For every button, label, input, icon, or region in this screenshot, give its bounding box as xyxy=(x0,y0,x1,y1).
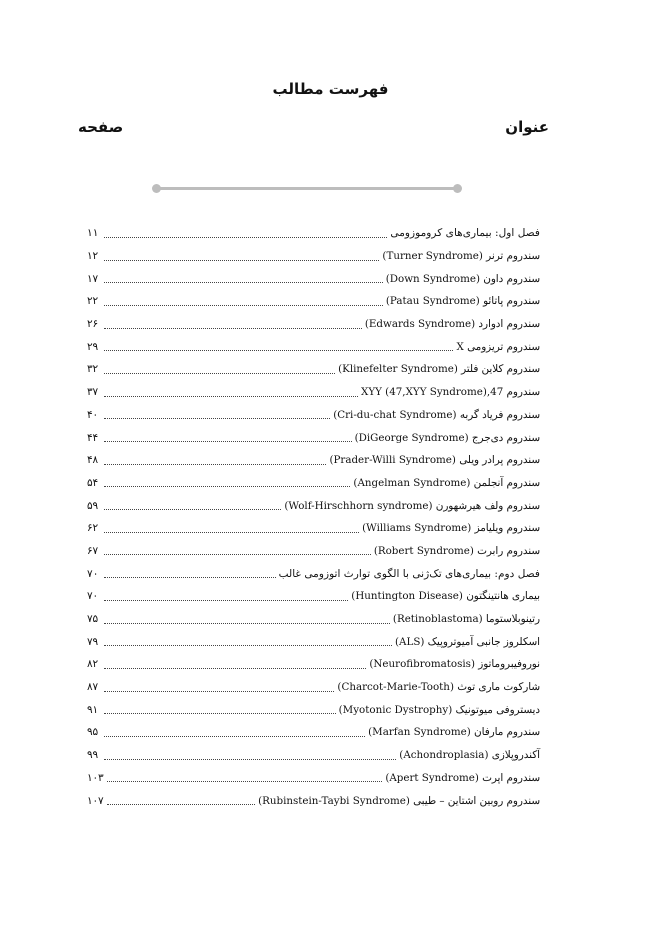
toc-entry-row[interactable] xyxy=(87,472,540,495)
toc-page-number: ۲۹ xyxy=(87,340,99,353)
toc-entry-label: شارکوت ماری توث (Charcot-Marie-Tooth) xyxy=(337,681,540,694)
toc-entry-label: نوروفیبروماتوز (Neurofibromatosis) xyxy=(369,658,540,671)
toc-entry-label: سندروم فریاد گربه (Cri-du-chat Syndrome) xyxy=(333,408,540,421)
toc-entry-row[interactable] xyxy=(87,290,540,313)
toc-entry-row[interactable] xyxy=(87,585,540,608)
toc-entry-row[interactable] xyxy=(87,449,540,472)
dot-leader xyxy=(104,668,366,669)
divider-dot-left xyxy=(152,184,161,193)
toc-entry-row[interactable] xyxy=(87,767,540,790)
toc-entry-label: سندروم کلاین فلتر (Klinefelter Syndrome) xyxy=(338,363,540,376)
toc-entry-label: بیماری هانتینگتون (Huntington Disease) xyxy=(351,590,540,603)
dot-leader xyxy=(104,260,379,261)
toc-page-number: ۷۰ xyxy=(87,567,99,580)
toc-page-number: ۶۲ xyxy=(87,522,99,535)
toc-page-number: ۴۰ xyxy=(87,408,99,421)
toc-entry-label: سندروم ترنر (Turner Syndrome) xyxy=(382,250,540,263)
toc-entry-label: سندروم رابرت (Robert Syndrome) xyxy=(373,544,540,557)
toc-entry-row[interactable] xyxy=(87,358,540,381)
dot-leader xyxy=(104,577,276,578)
decorative-divider xyxy=(156,187,458,190)
toc-entry-label: آکندروپلازی (Achondroplasia) xyxy=(399,749,540,762)
toc-entry-label: سندروم روبین اشتاین – طیبی (Rubinstein-Taybi Syndrome) xyxy=(258,794,540,807)
toc-entry-row[interactable] xyxy=(87,744,540,767)
toc-chapter-row[interactable] xyxy=(87,222,540,245)
toc-page-number: ۹۱ xyxy=(87,703,99,716)
toc-page-number: ۵۹ xyxy=(87,499,99,512)
toc-entry-label: سندروم داون (Down Syndrome) xyxy=(385,272,540,285)
dot-leader xyxy=(104,328,362,329)
dot-leader xyxy=(104,600,348,601)
dot-leader xyxy=(104,464,326,465)
toc-entry-label: فصل اول: بیماری‌های کروموزومی xyxy=(390,227,540,240)
dot-leader xyxy=(104,237,387,238)
toc-entry-row[interactable] xyxy=(87,381,540,404)
dot-leader xyxy=(104,418,330,419)
toc-page-number: ۱۷ xyxy=(87,272,99,285)
toc-entry-label: سندروم ادوارد (Edwards Syndrome) xyxy=(364,318,540,331)
toc-entry-label: سندروم پاتائو (Patau Syndrome) xyxy=(385,295,540,308)
dot-leader xyxy=(104,691,334,692)
toc-page-number: ۳۲ xyxy=(87,363,99,376)
toc-page-number: ۱۰۳ xyxy=(87,771,104,784)
dot-leader xyxy=(104,645,392,646)
dot-leader xyxy=(104,441,352,442)
dot-leader xyxy=(104,486,350,487)
dot-leader xyxy=(104,373,335,374)
dot-leader xyxy=(104,713,336,714)
toc-entry-label: اسکلروز جانبی آمیوتروپیک (ALS) xyxy=(395,635,540,648)
toc-page-number: ۱۲ xyxy=(87,250,99,263)
toc-entry-row[interactable] xyxy=(87,335,540,358)
dot-leader xyxy=(104,759,396,760)
toc-chapter-row[interactable] xyxy=(87,562,540,585)
toc-entry-row[interactable] xyxy=(87,676,540,699)
dot-leader xyxy=(104,396,358,397)
table-of-contents xyxy=(87,222,540,812)
toc-entry-row[interactable] xyxy=(87,540,540,563)
toc-entry-row[interactable] xyxy=(87,494,540,517)
toc-entry-row[interactable] xyxy=(87,517,540,540)
toc-page-number: ۳۷ xyxy=(87,386,99,399)
toc-entry-label: سندروم تریزومی X xyxy=(456,340,540,353)
toc-page-number: ۹۵ xyxy=(87,726,99,739)
dot-leader xyxy=(104,532,359,533)
toc-entry-row[interactable] xyxy=(87,653,540,676)
toc-entry-row[interactable] xyxy=(87,245,540,268)
title-column-header: عنوان xyxy=(505,118,549,136)
toc-entry-label: سندروم دی‌جرج (DiGeorge Syndrome) xyxy=(354,431,540,444)
toc-entry-row[interactable] xyxy=(87,698,540,721)
toc-page-number: ۸۷ xyxy=(87,681,99,694)
divider-dot-right xyxy=(453,184,462,193)
toc-entry-label: رتینوبلاستوما (Retinoblastoma) xyxy=(392,613,540,626)
toc-entry-label: سندروم ولف هیرشهورن (Wolf-Hirschhorn syndrome) xyxy=(284,499,540,512)
toc-entry-row[interactable] xyxy=(87,313,540,336)
toc-entry-row[interactable] xyxy=(87,426,540,449)
dot-leader xyxy=(104,509,281,510)
toc-page-number: ۷۹ xyxy=(87,635,99,648)
toc-entry-row[interactable] xyxy=(87,721,540,744)
toc-page-number: ۷۵ xyxy=(87,613,99,626)
toc-entry-row[interactable] xyxy=(87,608,540,631)
toc-entry-row[interactable] xyxy=(87,789,540,812)
toc-page-number: ۹۹ xyxy=(87,749,99,762)
toc-entry-label: سندروم پرادر ویلی (Prader-Willi Syndrome) xyxy=(329,454,540,467)
toc-entry-label: فصل دوم: بیماری‌های تک‌ژنی با الگوی توارث اتوزومی غالب xyxy=(278,567,540,580)
toc-entry-label: دیستروفی میوتونیک (Myotonic Dystrophy) xyxy=(338,703,540,716)
toc-entry-label: سندروم مارفان (Marfan Syndrome) xyxy=(368,726,540,739)
dot-leader xyxy=(104,282,383,283)
toc-entry-row[interactable] xyxy=(87,630,540,653)
toc-page-number: ۱۰۷ xyxy=(87,794,104,807)
dot-leader xyxy=(104,554,371,555)
dot-leader xyxy=(107,804,255,805)
toc-page-number: ۶۷ xyxy=(87,544,99,557)
toc-page-number: ۱۱ xyxy=(87,227,99,240)
toc-entry-row[interactable] xyxy=(87,404,540,427)
toc-entry-label: سندروم آنجلمن (Angelman Syndrome) xyxy=(353,476,540,489)
toc-entry-label: سندروم اپرت (Apert Syndrome) xyxy=(385,771,540,784)
toc-page-number: ۴۸ xyxy=(87,454,99,467)
toc-page-number: ۷۰ xyxy=(87,590,99,603)
dot-leader xyxy=(104,736,365,737)
dot-leader xyxy=(107,781,383,782)
dot-leader xyxy=(104,350,453,351)
page-title: فهرست مطالب xyxy=(272,80,389,98)
dot-leader xyxy=(104,623,390,624)
toc-entry-label: سندروم ویلیامز (Williams Syndrome) xyxy=(362,522,540,535)
toc-page-number: ۲۶ xyxy=(87,318,99,331)
page-column-header: صفحه xyxy=(78,118,124,136)
dot-leader xyxy=(104,305,383,306)
toc-entry-label: سندروم 47,XYY (47,XYY Syndrome) xyxy=(360,386,540,399)
toc-page-number: ۸۲ xyxy=(87,658,99,671)
toc-entry-row[interactable] xyxy=(87,267,540,290)
toc-page-number: ۴۴ xyxy=(87,431,99,444)
toc-page-number: ۵۴ xyxy=(87,476,99,489)
toc-page-number: ۲۲ xyxy=(87,295,99,308)
